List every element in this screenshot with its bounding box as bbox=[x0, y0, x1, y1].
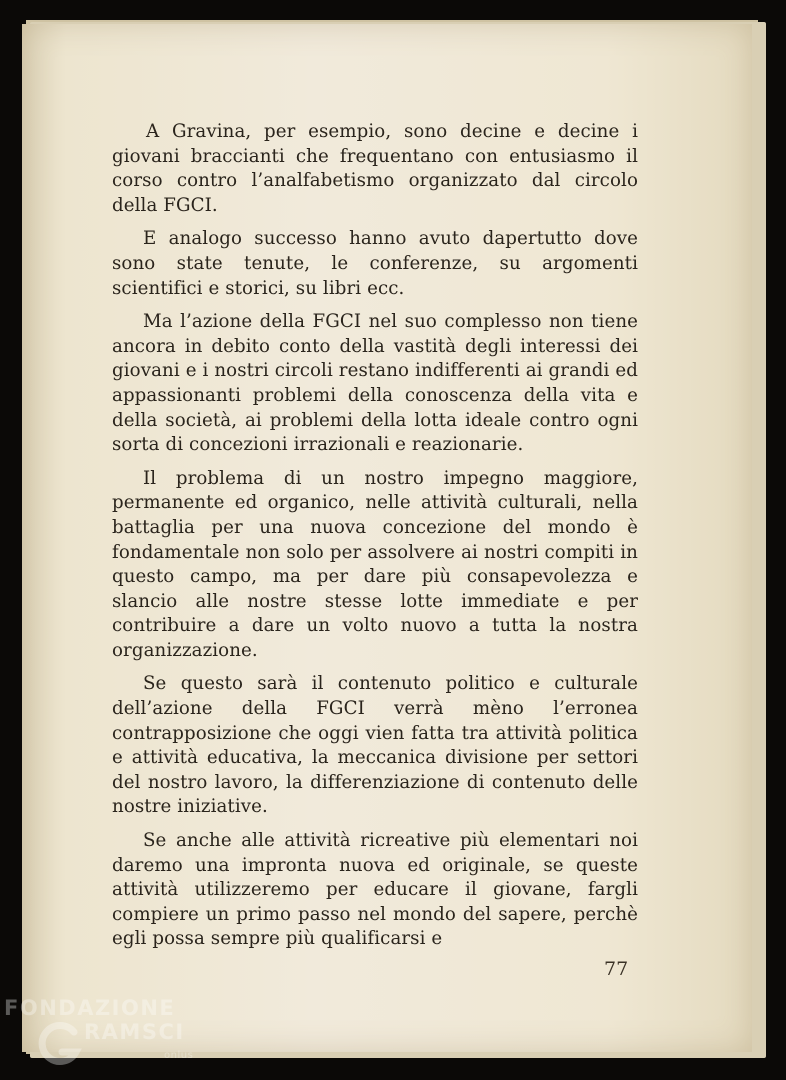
page-number: 77 bbox=[604, 958, 629, 980]
paragraph-4: Il problema di un nostro impegno maggiore, permanente ed organico, nelle attività culturali, nella battaglia per una nuova concezione del mondo è fondamentale non solo per assolvere ai nostri compiti in questo campo, ma per dare più consapevolezza e slancio alle nostre stesse lotte immediate e per contribuire a dare un volto nuovo a tutta la nostra organizzazione. bbox=[112, 467, 638, 661]
paragraph-6: Se anche alle attività ricreative più elementari noi daremo una impronta nuova ed originale, se queste attività utilizzeremo per educare il giovane, fargli compiere un primo passo nel mondo del sapere, perchè egli possa sempre più qualificarsi e bbox=[112, 830, 638, 950]
fondazione-gramsci-watermark bbox=[4, 996, 204, 1076]
watermark-suffix: onlus bbox=[164, 1050, 194, 1061]
book-page bbox=[22, 24, 752, 1052]
paragraph-3: Ma l’azione della FGCI nel suo complesso non tiene ancora in debito conto della vastità degli interessi dei giovani e i nostri circoli restano indifferenti ai grandi ed appassionanti problemi della conoscenza della vita e della società, ai problemi della lotta ideale contro ogni sorta di concezioni irrazionali e reazionarie. bbox=[112, 311, 638, 456]
gramsci-g-logo-icon bbox=[34, 1018, 86, 1070]
watermark-line-2: RAMSCI bbox=[84, 1020, 185, 1044]
body-text bbox=[112, 120, 638, 961]
watermark-line-1: FONDAZIONE bbox=[4, 996, 176, 1020]
paragraph-5: Se questo sarà il contenuto politico e culturale dell’azione della FGCI verrà mèno l’erronea contrapposizione che oggi vien fatta tra attività politica e attività educativa, la meccanica divisione per settori del nostro lavoro, la differenziazione di contenuto delle nostre iniziative. bbox=[112, 673, 638, 818]
paragraph-1: A Gravina, per esempio, sono decine e decine i giovani braccianti che frequentano con entusiasmo il corso contro l’analfabetismo organizzato dal circolo della FGCI. bbox=[112, 121, 638, 216]
paragraph-2: E analogo successo hanno avuto dapertutto dove sono state tenute, le conferenze, su argomenti scientifici e storici, su libri ecc. bbox=[112, 228, 638, 299]
